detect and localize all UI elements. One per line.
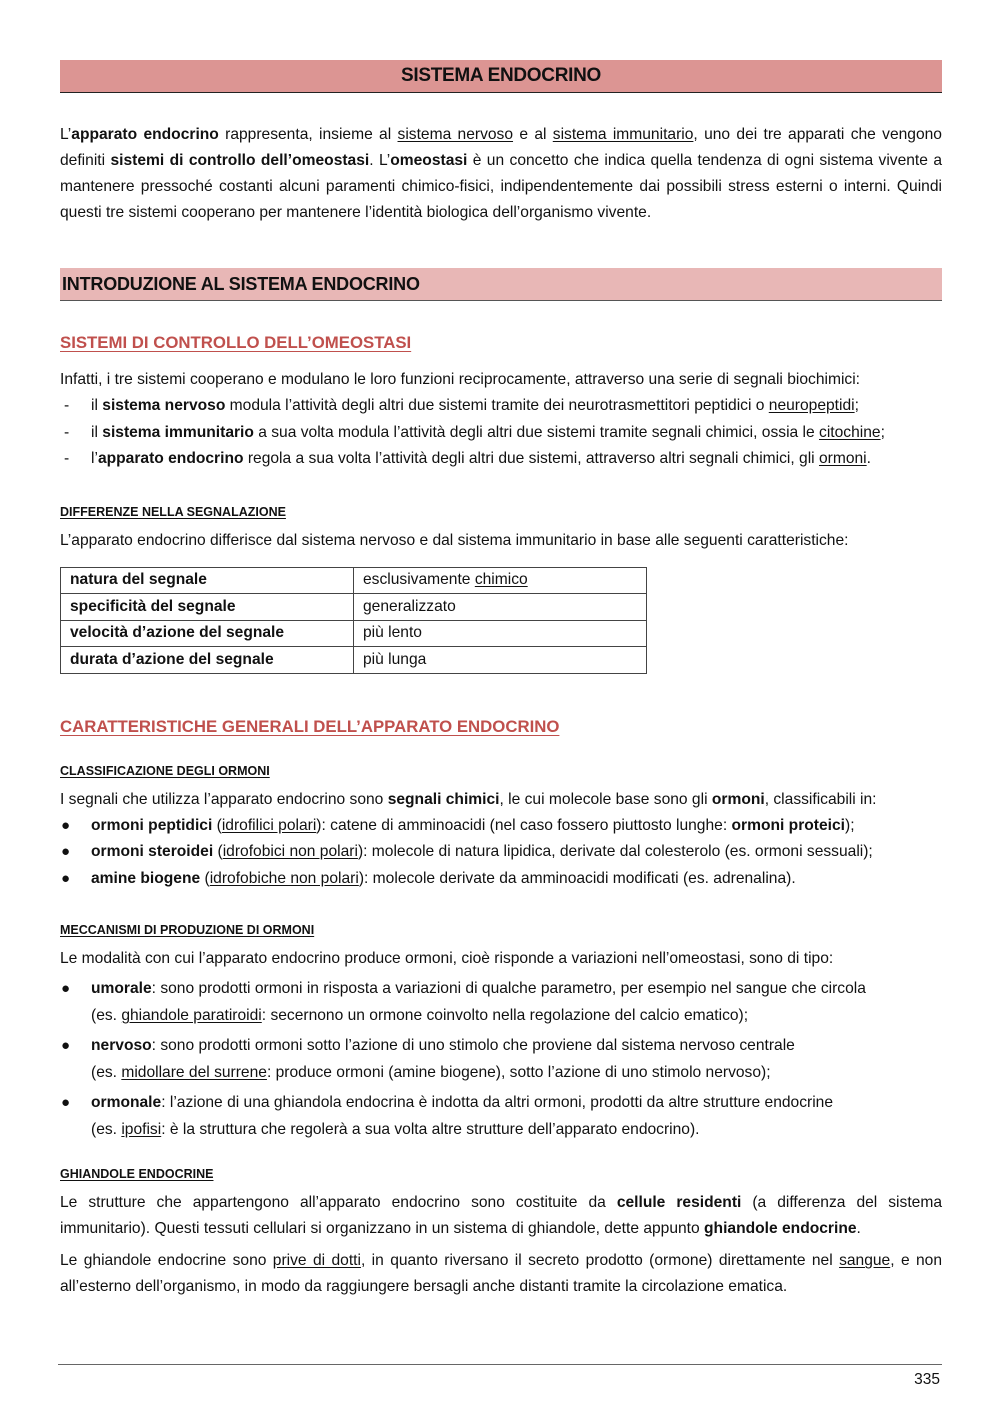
subsection-heading-controllo: SISTEMI DI CONTROLLO DELL’OMEOSTASI (60, 333, 412, 352)
intro-paragraph: L’apparato endocrino rappresenta, insieme al sistema nervoso e al sistema immunitario, uno dei tre apparati che vengono definiti sistemi di controllo dell’omeostasi. L’omeostasi è un concetto che indica quella tendenza di ogni sistema vivente a mantenere pressoché costanti alcuni paramenti chimico-fisici, indipendentemente dai possibili stress esterni o interni. Quindi questi tre sistemi cooperano per mantenere l’identità biologica dell’organismo vivente. (60, 126, 942, 221)
heading-differenze: DIFFERENZE NELLA SEGNALAZIONE (60, 504, 286, 519)
heading-ghiandole: GHIANDOLE ENDOCRINE (60, 1167, 214, 1182)
ghiandole-paragraph-2: Le ghiandole endocrine sono prive di dotti, in quanto riversano il secreto prodotto (ormone) direttamente nel sangue, e non all’esterno dell’organismo, in modo da raggiungere bersagli anche distanti tramite la circolazione ematica. (60, 1252, 943, 1296)
ghiandole-paragraph-1: Le strutture che appartengono all’apparato endocrino sono costituite da cellule residenti (a differenza del sistema immunitario). Questi tessuti cellulari si organizzano in un sistema di ghiandole, dette appunto ghiandole endocrine. (60, 1194, 942, 1238)
controllo-intro: Infatti, i tre sistemi cooperano e modulano le loro funzioni reciprocamente, attraverso una serie di segnali biochimici: (60, 371, 861, 388)
page-title: SISTEMA ENDOCRINO (60, 60, 942, 93)
list-item: ● ormoni peptidici (idrofilici polari): catene di amminoacidi (nel caso fossero piuttosto lunghe: ormoni proteici); (61, 816, 855, 834)
meccanismi-intro: Le modalità con cui l’apparato endocrino produce ormoni, cioè risponde a variazioni nell’omeostasi, sono di tipo: (60, 950, 834, 968)
link-sistema-immunitario: sistema immunitario (552, 126, 694, 143)
classificazione-intro: I segnali che utilizza l’apparato endocrino sono segnali chimici, le cui molecole base sono gli ormoni, classificabili in: (60, 790, 877, 808)
list-item: ● nervoso: sono prodotti ormoni sotto l’azione di uno stimolo che proviene dal sistema nervoso centrale (es. midollare del surrene: produce ormoni (amine biogene), sotto l’azione di uno stimolo nervoso); (61, 1037, 795, 1081)
footer-divider (58, 1364, 942, 1365)
link-sistema-nervoso: sistema nervoso (397, 126, 514, 143)
page-number: 335 (914, 1371, 940, 1388)
list-item: ● ormonale: l’azione di una ghiandola endocrina è indotta da altri ormoni, prodotti da altre strutture endocrine (es. ipofisi: è la struttura che regolerà a sua volta altre strutture dell’apparato endocrino). (61, 1094, 834, 1138)
list-item: - l’apparato endocrino regola a sua volta l’attività degli altri due sistemi, attraverso altri segnali chimici, gli ormoni. (60, 446, 942, 473)
table-row: natura del segnale esclusivamente chimico (61, 567, 647, 594)
list-item: - il sistema immunitario a sua volta modula l’attività degli altri due sistemi tramite segnali chimici, ossia le citochine; (60, 420, 942, 447)
differenze-intro: L’apparato endocrino differisce dal sistema nervoso e dal sistema immunitario in base alle seguenti caratteristiche: (60, 531, 849, 549)
ormoni-list (60, 813, 942, 893)
heading-meccanismi: MECCANISMI DI PRODUZIONE DI ORMONI (60, 923, 315, 938)
subsection-heading-caratteristiche: CARATTERISTICHE GENERALI DELL’APPARATO ENDOCRINO (60, 716, 560, 736)
table-row: velocità d’azione del segnale più lento (61, 620, 647, 647)
list-item: ● umorale: sono prodotti ormoni in risposta a variazioni di qualche parametro, per esempio nel sangue che circola (es. ghiandole paratiroidi: secernono un ormone coinvolto nella regolazione del calcio ematico); (61, 980, 866, 1024)
list-item: - il sistema nervoso modula l’attività degli altri due sistemi tramite dei neurotrasmettitori peptidici o neuropeptidi; (60, 393, 942, 420)
controllo-list (60, 393, 942, 473)
list-item: ● amine biogene (idrofobiche non polari): molecole derivate da amminoacidi modificati (es. adrenalina). (61, 869, 796, 887)
meccanismi-list (60, 976, 942, 1143)
heading-classificazione: CLASSIFICAZIONE DEGLI ORMONI (60, 763, 270, 778)
table-row: specificità del segnale generalizzato (61, 594, 647, 621)
section-heading-introduzione: INTRODUZIONE AL SISTEMA ENDOCRINO (60, 268, 942, 301)
list-item: ● ormoni steroidei (idrofobici non polari): molecole di natura lipidica, derivate dal colesterolo (es. ormoni sessuali); (61, 843, 873, 861)
characteristics-table (60, 567, 647, 674)
page-content (60, 60, 942, 1300)
table-row: durata d’azione del segnale più lunga (61, 647, 647, 674)
